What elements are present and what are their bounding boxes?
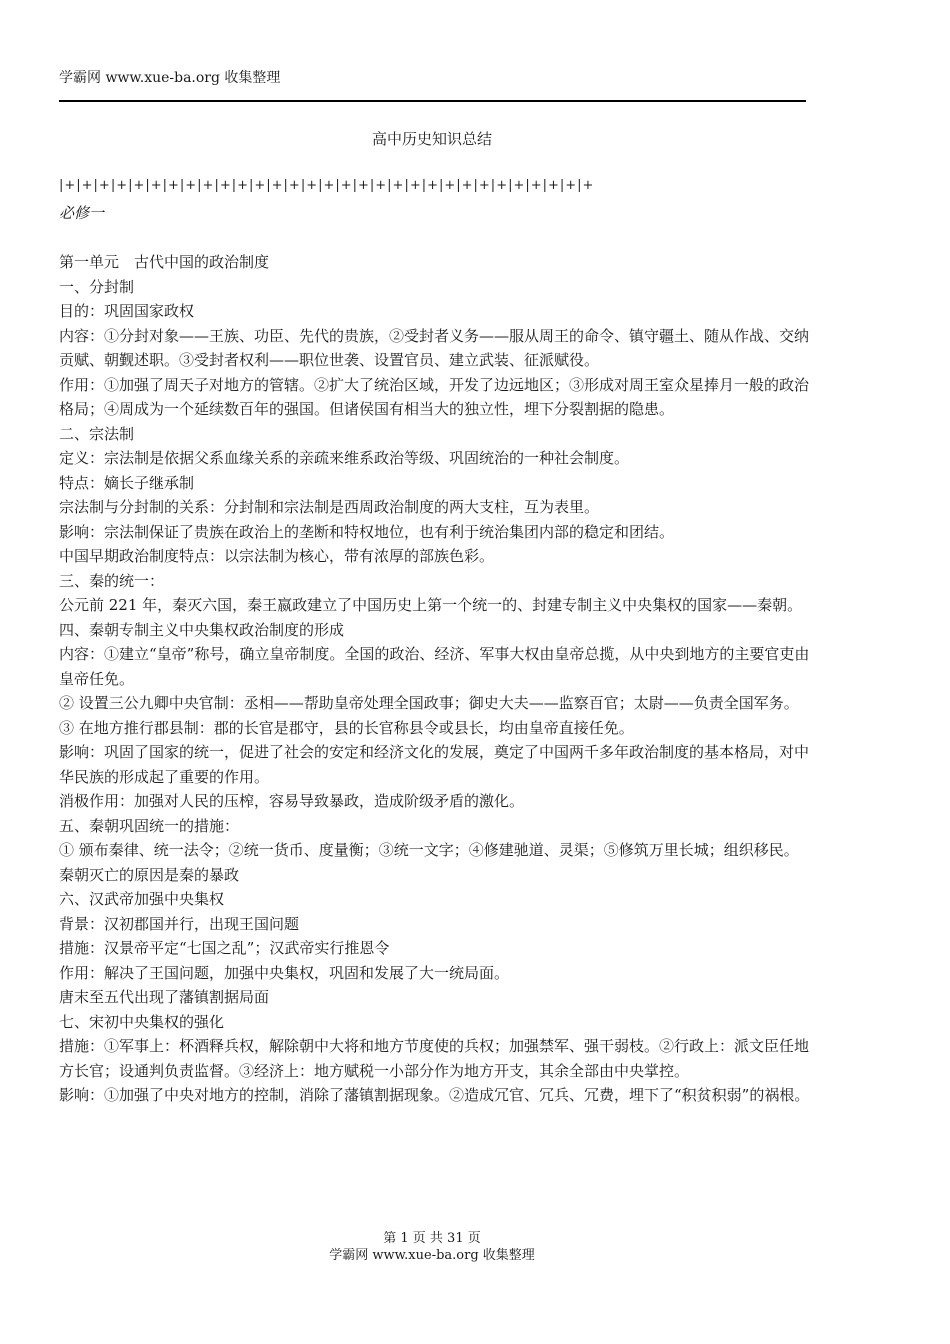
section-heading: 一、分封制: [59, 277, 135, 296]
paragraph: 特点：嫡长子继承制: [59, 473, 195, 492]
paragraph: 中国早期政治制度特点：以宗法制为核心，带有浓厚的部族色彩。: [59, 547, 495, 565]
section-heading: 二、宗法制: [59, 424, 135, 443]
paragraph: 作用：①加强了周天子对地方的管辖。②扩大了统治区域，开发了边远地区；③形成对周王室众星捧月一般的政治格局；④周成为一个延续数百年的强国。但诸侯国有相当大的独立性，埋下分裂割据的隐患。: [59, 375, 810, 418]
section-subtitle: 必修一: [59, 204, 105, 222]
paragraph: 措施：汉景帝平定“七国之乱”；汉武帝实行推恩令: [59, 939, 390, 957]
paragraph: ① 颁布秦律、统一法令；②统一货币、度量衡；③统一文字；④修建驰道、灵渠；⑤修筑万里长城；组织移民。: [59, 841, 799, 859]
page-header: 学霸网 www.xue-ba.org 收集整理: [59, 70, 281, 86]
paragraph: 内容：①建立“皇帝”称号，确立皇帝制度。全国的政治、经济、军事大权由皇帝总揽，从中央到地方的主要官吏由皇帝任免。: [59, 645, 810, 688]
paragraph: 公元前 221 年，秦灭六国，秦王嬴政建立了中国历史上第一个统一的、封建专制主义中央集权的国家——秦朝。: [59, 596, 803, 614]
document-title: 高中历史知识总结: [371, 130, 492, 148]
paragraph: 唐末至五代出现了藩镇割据局面: [59, 988, 270, 1006]
paragraph: ② 设置三公九卿中央官制：丞相——帮助皇帝处理全国政事；御史大夫——监察百官；太尉——负责全国军务。: [59, 694, 799, 712]
paragraph: 目的：巩固国家政权: [59, 302, 195, 320]
document-body: [59, 250, 819, 1108]
header-divider: [59, 100, 806, 102]
section-heading: 三、秦的统一：: [59, 571, 165, 590]
paragraph: 措施：①军事上：杯酒释兵权，解除朝中大将和地方节度使的兵权；加强禁军、强干弱枝。②行政上：派文臣任地方长官；设通判负责监督。③经济上：地方赋税一小部分作为地方开支，其余全部由中央掌控。: [59, 1037, 810, 1080]
paragraph: 影响：巩固了国家的统一，促进了社会的安定和经济文化的发展，奠定了中国两千多年政治制度的基本格局，对中华民族的形成起了重要的作用。: [59, 743, 810, 786]
section-heading: 七、宋初中央集权的强化: [59, 1012, 225, 1031]
footer-source: 学霸网 www.xue-ba.org 收集整理: [329, 1248, 535, 1263]
paragraph: ③ 在地方推行郡县制：郡的长官是郡守，县的长官称县令或县长，均由皇帝直接任免。: [59, 718, 634, 737]
paragraph: 秦朝灭亡的原因是秦的暴政: [59, 865, 240, 884]
unit-heading: 第一单元 古代中国的政治制度: [59, 253, 270, 271]
section-heading: 五、秦朝巩固统一的措施：: [59, 816, 240, 835]
paragraph: 定义：宗法制是依据父系血缘关系的亲疏来维系政治等级、巩固统治的一种社会制度。: [59, 449, 630, 467]
paragraph: 背景：汉初郡国并行，出现王国问题: [59, 914, 300, 933]
page-number: 第 1 页 共 31 页: [383, 1231, 481, 1246]
paragraph: 影响：宗法制保证了贵族在政治上的垄断和特权地位，也有利于统治集团内部的稳定和团结。: [59, 522, 675, 541]
section-heading: 四、秦朝专制主义中央集权政治制度的形成: [59, 620, 345, 639]
section-heading: 六、汉武帝加强中央集权: [59, 890, 225, 908]
paragraph: 宗法制与分封制的关系：分封制和宗法制是西周政治制度的两大支柱，互为表里。: [59, 498, 600, 516]
paragraph: 内容：①分封对象——王族、功臣、先代的贵族，②受封者义务——服从周王的命令、镇守疆土、随从作战、交纳贡赋、朝觐述职。③受封者权利——职位世袭、设置官员、建立武装、征派赋役。: [59, 326, 810, 369]
separator-line: |+|+|+|+|+|+|+|+|+|+|+|+|+|+|+|+|+|+|+|+|+|+|+|+|+|+|+|+|+|+|+: [59, 178, 595, 193]
paragraph: 作用：解决了王国问题，加强中央集权，巩固和发展了大一统局面。: [59, 963, 510, 982]
page-footer: [0, 1230, 864, 1264]
paragraph: 影响：①加强了中央对地方的控制，消除了藩镇割据现象。②造成冗官、冗兵、冗费，埋下了“积贫积弱”的祸根。: [59, 1086, 810, 1104]
paragraph: 消极作用：加强对人民的压榨，容易导致暴政，造成阶级矛盾的激化。: [59, 792, 525, 810]
